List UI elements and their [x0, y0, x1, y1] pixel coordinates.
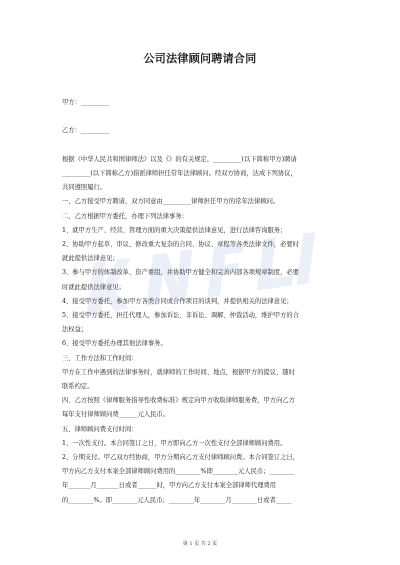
paragraph-line: 5、接受甲方委托，担任代理人，参加诉讼、非诉讼、调解、仲裁活动，维护甲方的合 [62, 312, 299, 320]
paragraph-line: 2、协助甲方起草、审议、修改重大复杂的合同、协议、章程等各类法律文件，必要时 [62, 241, 299, 249]
paragraph-line: 4、接受甲方委托，参加甲方各类合同或合作项目的谈判，并提供相关的法律意见； [62, 297, 293, 305]
paragraph-line: 的________%。即________元人民币；________年________月________日或者_____ [62, 496, 292, 504]
party-a-line: 甲方：_________ [62, 99, 110, 106]
page-footer: 第 1 页 共 2 页 [182, 541, 218, 547]
paragraph-line: 五、律师顾问费支付时间： [62, 425, 138, 433]
paragraph-line: 一、乙方接受甲方聘请，双方同意由_________律师担任甲方的常年法律顾问。 [62, 198, 280, 206]
paragraph-line: 每年支付律师顾问费______元人民币。 [62, 411, 170, 419]
paragraph-line: 时就此提供法律意见； [62, 283, 125, 291]
paragraph-line: _________(以下简称乙方)指派律师担任常年法律顾问。经双方协商，达成下列协议， [62, 170, 297, 178]
paragraph-line: 甲方向乙方支付本案全部律师顾问费用的________%即________元人民币；________ [62, 468, 295, 476]
blank-line [62, 139, 342, 153]
paragraph-line: 年_______月_______日或者______时，甲方向乙方支付本案全部律师代理费用 [62, 482, 277, 490]
paragraph-line: 1、一次性支付。本合同签订之日，甲方即向乙方一次性支付全部律师顾问费用。 [62, 439, 287, 447]
paragraph-line: 共同遵照履行。 [62, 184, 107, 192]
paragraph-line: 就此提供法律意见； [62, 255, 119, 263]
paragraph-line: 三、工作方法和工作时间： [62, 354, 138, 362]
paragraph-line: 四、乙方按照《律师服务指导性收费标准》规定向甲方收取律师服务费，甲方向乙方 [62, 397, 295, 405]
document-title: 公司法律顾问聘请合同 [143, 52, 257, 65]
paragraph-line: 法权益； [62, 326, 88, 334]
paragraph-line: 二、乙方根据甲方委托，办理下列法律事务： [62, 212, 188, 220]
paragraph-line: 1、就甲方生产、经营、管理方面的重大决策提供法律意见，进行法律咨询服务； [62, 226, 287, 234]
paragraph-line: 3、参与甲方的体制改革、资产重组，并协助甲方健全和完善内部各项规章制度，必要 [62, 269, 299, 277]
party-b-line: 乙方：_________ [62, 127, 110, 135]
paragraph-line: 根据《中华人民共和国律师法》以及《》的有关规定，_________(以下简称甲方)聘请 [62, 155, 297, 163]
blank-line [62, 110, 342, 124]
document-body [62, 96, 342, 508]
paragraph-line: 6、接受甲方委托办理其他法律事务。 [62, 340, 167, 348]
paragraph-line: 甲方在工作中遇到的法律事务时，就律师的工作时间、地点，根据甲方的提议，随时 [62, 368, 295, 376]
paragraph-line: 2、分期支付。甲乙双方经协商，甲方分期向乙方支付律师顾问费。本合同签订之日， [62, 454, 299, 462]
paragraph-line: 联系约定。 [62, 383, 94, 391]
